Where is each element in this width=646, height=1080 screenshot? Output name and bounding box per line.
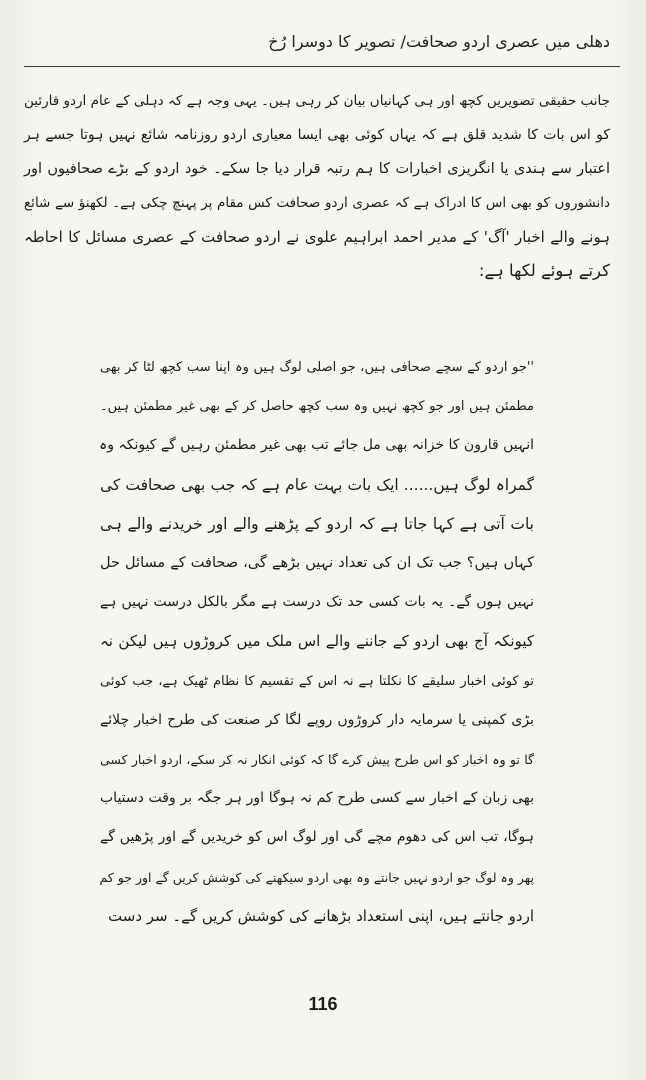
quote-line: ہوگا، تب اس کی دھوم مچے گی اور لوگ اس کو خریدیں گے اور پڑھیں گے xyxy=(100,829,534,846)
quote-line: بات آتی ہے کہا جاتا ہے کہ اردو کے پڑھنے والے اور خریدنے والے ہی xyxy=(100,514,534,533)
quote-line: گمراہ لوگ ہیں...... ایک بات بہت عام ہے کہ جب بھی صحافت کی xyxy=(100,475,534,494)
quote-line: کہاں ہیں؟ جب تک ان کی تعداد نہیں بڑھے گی، صحافت کے مسائل حل xyxy=(100,555,534,572)
quote-line: تو کوئی اخبار سلیقے کا نکلتا ہے نہ اس کے تقسیم کا نظام ٹھیک ہے، جب کوئی xyxy=(100,673,534,689)
quote-line: بھی زبان کے اخبار سے کسی طرح کم نہ ہوگا اور ہر جگہ بر وقت دستیاب xyxy=(100,790,534,807)
quote-line: پھر وہ لوگ جو اردو نہیں جانتے وہ بھی اردو سیکھنے کی کوشش کریں گے اور جو کم xyxy=(99,869,534,885)
quote-line: کیونکہ آج بھی اردو کے جاننے والے اس ملک میں کروڑوں ہیں لیکن نہ xyxy=(100,632,534,651)
quote-line: انہیں قارون کا خزانہ بھی مل جائے تب بھی غیر مطمئن رہیں گے کیونکہ وہ xyxy=(99,437,534,454)
quote-line: ''جو اردو کے سچے صحافی ہیں، جو اصلی لوگ ہیں وہ اپنا سب کچھ لٹا کر بھی xyxy=(100,360,534,375)
paragraph-line: اعتبار سے ہندی یا انگریزی اخبارات کا ہم رتبہ قرار دیا جا سکے۔ خود اردو کے بڑے صحافیوں اور xyxy=(24,161,610,177)
quote-line: مطمئن ہیں اور جو کچھ نہیں وہ سب کچھ حاصل کر کے بھی غیر مطمئن ہیں۔ xyxy=(100,399,534,415)
running-head: دھلی میں عصری اردو صحافت/ تصویر کا دوسرا رُخ xyxy=(268,32,610,51)
quote-line: نہیں ہوں گے۔ یہ بات کسی حد تک درست ہے مگر بالکل درست نہیں ہے xyxy=(100,594,534,611)
paragraph-line: کو اس بات کا شدید قلق ہے کہ یہاں کوئی بھی ایسا معیاری اردو روزنامہ شائع نہیں ہوتا جسے ہر xyxy=(24,127,610,143)
block-quote xyxy=(100,348,534,936)
body-paragraph xyxy=(24,84,610,288)
paragraph-line: دانشوروں کو بھی اس کا ادراک ہے کہ عصری اردو صحافت کس مقام پر پہنچ چکی ہے۔ لکھنؤ سے شائع xyxy=(24,195,610,211)
header-rule xyxy=(24,66,620,67)
page-number: 116 xyxy=(308,994,338,1014)
quote-line: گا تو وہ اخبار کو اس طرح پیش کرے گا کہ کوئی انکار نہ کر سکے، اردو اخبار کسی xyxy=(100,752,534,768)
quote-line: بڑی کمپنی یا سرمایہ دار کروڑوں روپے لگا کر صنعت کی طرح اخبار چلائے xyxy=(100,711,534,728)
paragraph-line: ہونے والے اخبار 'آگ' کے مدیر احمد ابراہیم علوی نے اردو صحافت کے عصری مسائل کا احاطہ xyxy=(24,228,610,246)
paragraph-line: کرتے ہوئے لکھا ہے: xyxy=(478,261,610,280)
paragraph-line: جانب حقیقی تصویریں کچھ اور ہی کہانیاں بیان کر رہی ہیں۔ یہی وجہ ہے کہ دہلی کے عام اردو قارئین xyxy=(24,93,610,109)
quote-line: اردو جانتے ہیں، اپنی استعداد بڑھانے کی کوشش کریں گے۔ سر دست xyxy=(108,906,534,925)
